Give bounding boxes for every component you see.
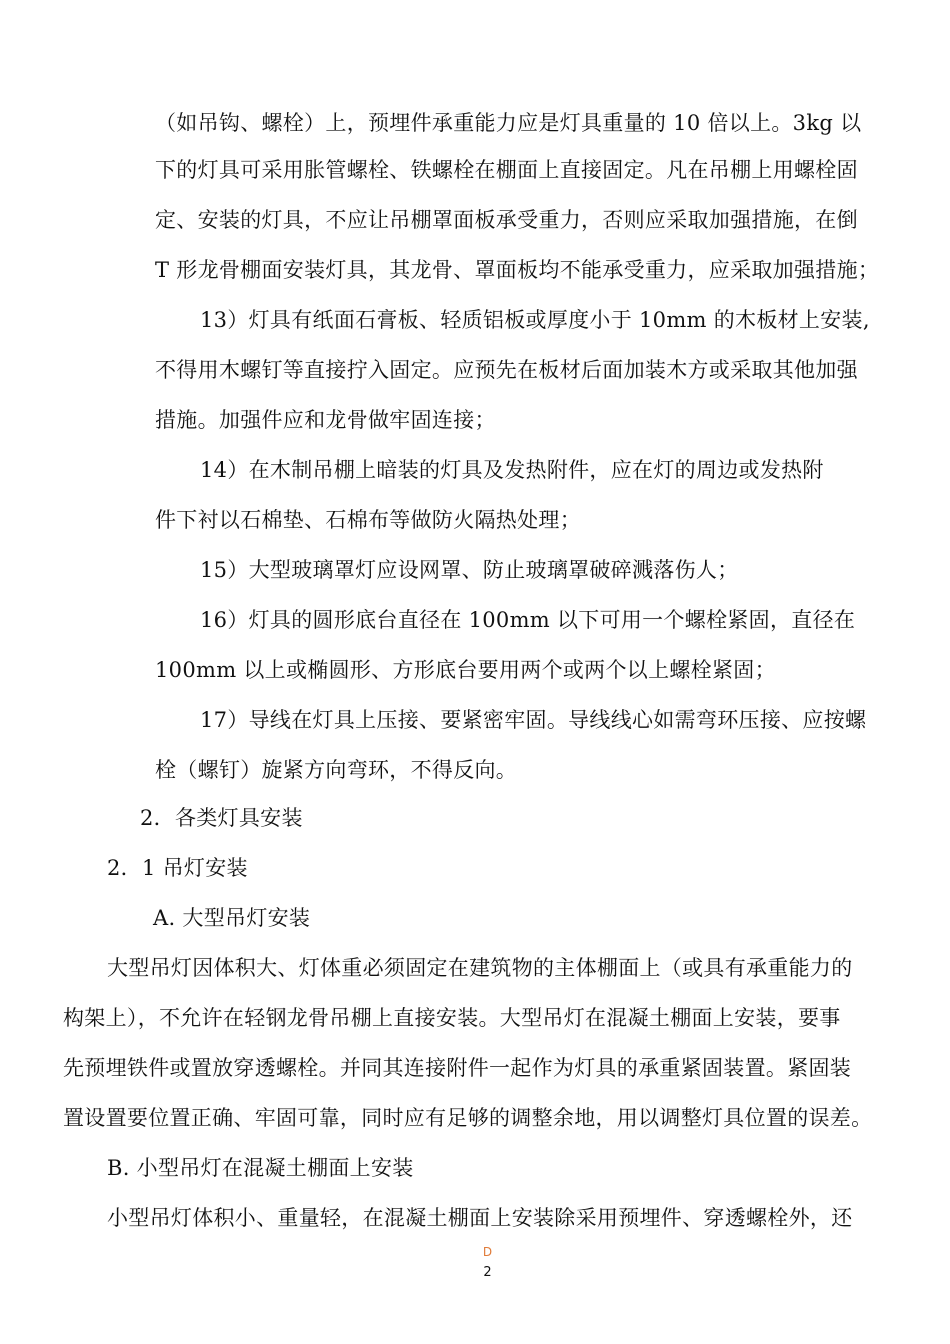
paragraph-line: 件下衬以石棉垫、石棉布等做防火隔热处理； [155,508,581,532]
paragraph-line: 14）在木制吊棚上暗装的灯具及发热附件，应在灯的周边或发热附 [200,458,824,482]
paragraph-line: 不得用木螺钉等直接拧入固定。应预先在板材后面加装木方或采取其他加强 [155,358,858,382]
paragraph-line: 定、安装的灯具，不应让吊棚罩面板承受重力，否则应采取加强措施，在倒 [155,208,858,232]
paragraph-line: T 形龙骨棚面安装灯具，其龙骨、罩面板均不能承受重力，应采取加强措施； [155,258,880,282]
paragraph-line: 构架上），不允许在轻钢龙骨吊棚上直接安装。大型吊灯在混凝土棚面上安装，要事 [63,1006,841,1030]
paragraph-line: 13）灯具有纸面石膏板、轻质铝板或厚度小于 10mm 的木板材上安装, [200,308,870,332]
section-heading: 2．各类灯具安装 [140,806,303,830]
subsection-heading: B. 小型吊灯在混凝土棚面上安装 [107,1156,414,1180]
page-number: 2 [483,1265,492,1280]
paragraph-line: 措施。加强件应和龙骨做牢固连接； [155,408,496,432]
subsection-heading: A. 大型吊灯安装 [153,906,311,930]
paragraph-line: （如吊钩、螺栓）上，预埋件承重能力应是灯具重量的 10 倍以上。3kg 以 [155,111,862,135]
subsection-heading: 2．1 吊灯安装 [107,856,248,880]
paragraph-line: 小型吊灯体积小、重量轻，在混凝土棚面上安装除采用预埋件、穿透螺栓外，还 [107,1206,853,1230]
paragraph-line: 15）大型玻璃罩灯应设网罩、防止玻璃罩破碎溅落伤人； [200,558,739,582]
paragraph-line: 17）导线在灯具上压接、要紧密牢固。导线线心如需弯环压接、应按螺 [200,708,867,732]
paragraph-line: 下的灯具可采用胀管螺栓、铁螺栓在棚面上直接固定。凡在吊棚上用螺栓固 [155,158,858,182]
footer-mark: D [482,1245,493,1259]
paragraph-line: 置设置要位置正确、牢固可靠，同时应有足够的调整余地，用以调整灯具位置的误差。 [63,1106,873,1130]
paragraph-line: 大型吊灯因体积大、灯体重必须固定在建筑物的主体棚面上（或具有承重能力的 [107,956,853,980]
paragraph-line: 100mm 以上或椭圆形、方形底台要用两个或两个以上螺栓紧固； [155,658,776,682]
paragraph-line: 16）灯具的圆形底台直径在 100mm 以下可用一个螺栓紧固，直径在 [200,608,856,632]
paragraph-line: 栓（螺钉）旋紧方向弯环，不得反向。 [155,758,518,782]
paragraph-line: 先预埋铁件或置放穿透螺栓。并同其连接附件一起作为灯具的承重紧固装置。紧固装 [63,1056,852,1080]
